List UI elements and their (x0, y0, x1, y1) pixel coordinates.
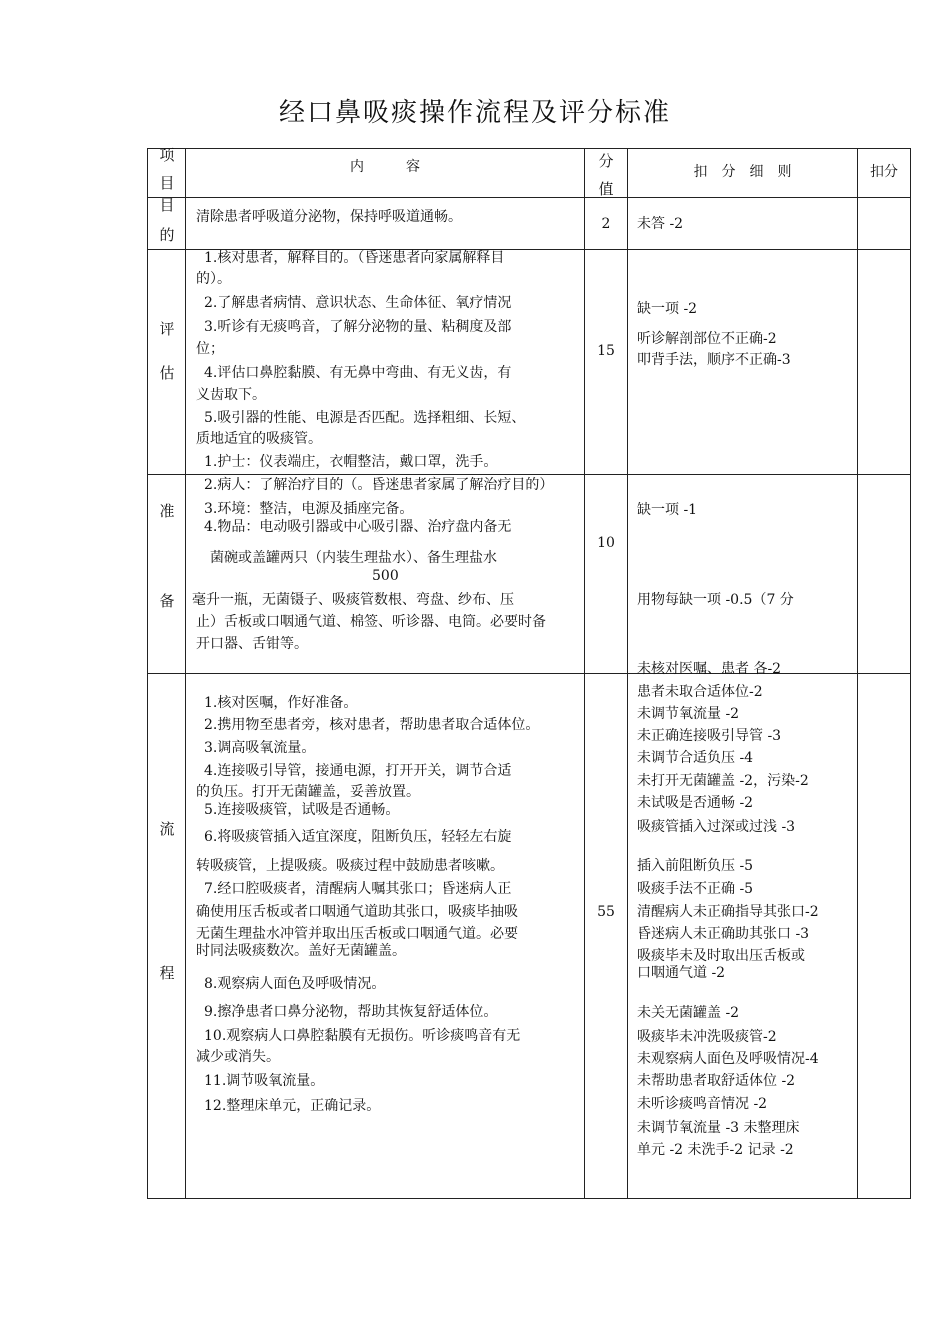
list-item: 500 (372, 568, 399, 584)
list-item: 未调节合适负压 -4 (637, 750, 754, 766)
list-item: 未调节氧流量 -3 未整理床 (637, 1120, 800, 1136)
list-item: 缺一项 -2 (637, 301, 698, 317)
list-item: 未听诊痰鸣音情况 -2 (637, 1096, 768, 1112)
list-item: 未观察病人面色及呼吸情况-4 (637, 1051, 819, 1067)
list-item: 1.核对患者，解释目的。（昏迷患者向家属解释目 (204, 250, 505, 266)
page-title: 经口鼻吸痰操作流程及评分标准 (278, 98, 671, 128)
list-item: 3.听诊有无痰鸣音，了解分泌物的量、粘稠度及部 (204, 319, 512, 335)
list-item: 叩背手法，顺序不正确-3 (637, 352, 791, 368)
list-item: 吸痰管插入过深或过浅 -3 (637, 819, 796, 835)
list-item: 口咽通气道 -2 (637, 965, 726, 981)
list-item: 的负压。打开无菌罐盖，妥善放置。 (196, 784, 420, 800)
list-item: 无菌生理盐水冲管并取出压舌板或口咽通气道。必要 (196, 926, 518, 942)
list-item: 未调节氧流量 -2 (637, 706, 740, 722)
list-item: 12.整理床单元，正确记录。 (204, 1098, 381, 1114)
list-item: 未核对医嘱、患者 各-2 (637, 661, 782, 677)
list-item: 2.病人：了解治疗目的（。昏迷患者家属了解治疗目的） (204, 477, 554, 493)
list-item: 2.了解患者病情、意识状态、生命体征、氧疗情况 (204, 295, 512, 311)
list-item: 听诊解剖部位不正确-2 (637, 331, 777, 347)
list-item: 3.调高吸氧流量。 (204, 740, 316, 756)
list-item: 止）舌板或口咽通气道、棉签、听诊器、电筒。必要时备 (196, 614, 546, 630)
list-item: 开口器、舌钳等。 (196, 636, 308, 652)
list-item: 菌碗或盖罐两只（内装生理盐水）、备生理盐水 (210, 550, 497, 566)
list-item: 11.调节吸氧流量。 (204, 1073, 325, 1089)
list-item: 插入前阻断负压 -5 (637, 858, 754, 874)
list-item: 吸痰毕未及时取出压舌板或 (637, 948, 805, 964)
list-item: 5.吸引器的性能、电源是否匹配。选择粗细、长短、 (204, 410, 526, 426)
list-item: 缺一项 -1 (637, 502, 698, 518)
list-item: 昏迷病人未正确助其张口 -3 (637, 926, 810, 942)
list-item: 3.环境：整洁，电源及插座完备。 (204, 501, 414, 517)
purpose-rule: 未答 -2 (637, 216, 684, 232)
list-item: 单元 -2 未洗手-2 记录 -2 (637, 1142, 794, 1158)
purpose-score: 2 (601, 216, 611, 232)
purpose-content: 清除患者呼吸道分泌物，保持呼吸道通畅。 (196, 209, 462, 225)
header-deduction-rules: 扣 分 细 则 (693, 164, 792, 180)
list-item: 毫升一瓶，无菌镊子、吸痰管数根、弯盘、纱布、压 (192, 592, 514, 608)
list-item: 患者未取合适体位-2 (637, 684, 763, 700)
list-item: 9.擦净患者口鼻分泌物，帮助其恢复舒适体位。 (204, 1004, 498, 1020)
list-item: 2.携用物至患者旁，核对患者，帮助患者取合适体位。 (204, 717, 540, 733)
list-item: 质地适宜的吸痰管。 (196, 431, 322, 447)
list-item: 4.连接吸引导管，接通电源，打开开关，调节合适 (204, 763, 512, 779)
list-item: 的）。 (196, 271, 231, 287)
list-item: 用物每缺一项 -0.5（7 分 (637, 592, 794, 608)
list-item: 时同法吸痰数次。盖好无菌罐盖。 (196, 943, 406, 959)
list-item: 1.护士：仪表端庄，衣帽整洁，戴口罩，洗手。 (204, 454, 498, 470)
list-item: 减少或消失。 (196, 1049, 280, 1065)
list-item: 未关无菌罐盖 -2 (637, 1005, 740, 1021)
header-deduction: 扣分 (870, 164, 898, 180)
list-item: 未帮助患者取舒适体位 -2 (637, 1073, 796, 1089)
preparation-score: 10 (597, 535, 615, 551)
list-item: 4.评估口鼻腔黏膜、有无鼻中弯曲、有无义齿，有 (204, 365, 512, 381)
list-item: 10.观察病人口鼻腔黏膜有无损伤。听诊痰鸣音有无 (204, 1028, 521, 1044)
list-item: 义齿取下。 (196, 387, 266, 403)
list-item: 4.物品：电动吸引器或中心吸引器、治疗盘内备无 (204, 519, 512, 535)
list-item: 7.经口腔吸痰者，清醒病人嘱其张口；昏迷病人正 (204, 881, 512, 897)
list-item: 6.将吸痰管插入适宜深度，阻断负压，轻轻左右旋 (204, 829, 512, 845)
list-item: 吸痰毕未冲洗吸痰管-2 (637, 1029, 777, 1045)
list-item: 5.连接吸痰管，试吸是否通畅。 (204, 802, 400, 818)
list-item: 转吸痰管，上提吸痰。吸痰过程中鼓励患者咳嗽。 (196, 858, 504, 874)
list-item: 8.观察病人面色及呼吸情况。 (204, 976, 386, 992)
list-item: 1.核对医嘱，作好准备。 (204, 695, 358, 711)
list-item: 吸痰手法不正确 -5 (637, 881, 754, 897)
assessment-score: 15 (597, 343, 615, 359)
list-item: 清醒病人未正确指导其张口-2 (637, 904, 819, 920)
list-item: 未试吸是否通畅 -2 (637, 795, 754, 811)
procedure-score: 55 (597, 904, 615, 920)
header-content: 内 容 (350, 159, 420, 175)
list-item: 确使用压舌板或者口咽通气道助其张口，吸痰毕抽吸 (196, 904, 518, 920)
list-item: 未正确连接吸引导管 -3 (637, 728, 782, 744)
list-item: 位； (196, 341, 224, 357)
list-item: 未打开无菌罐盖 -2，污染-2 (637, 773, 809, 789)
